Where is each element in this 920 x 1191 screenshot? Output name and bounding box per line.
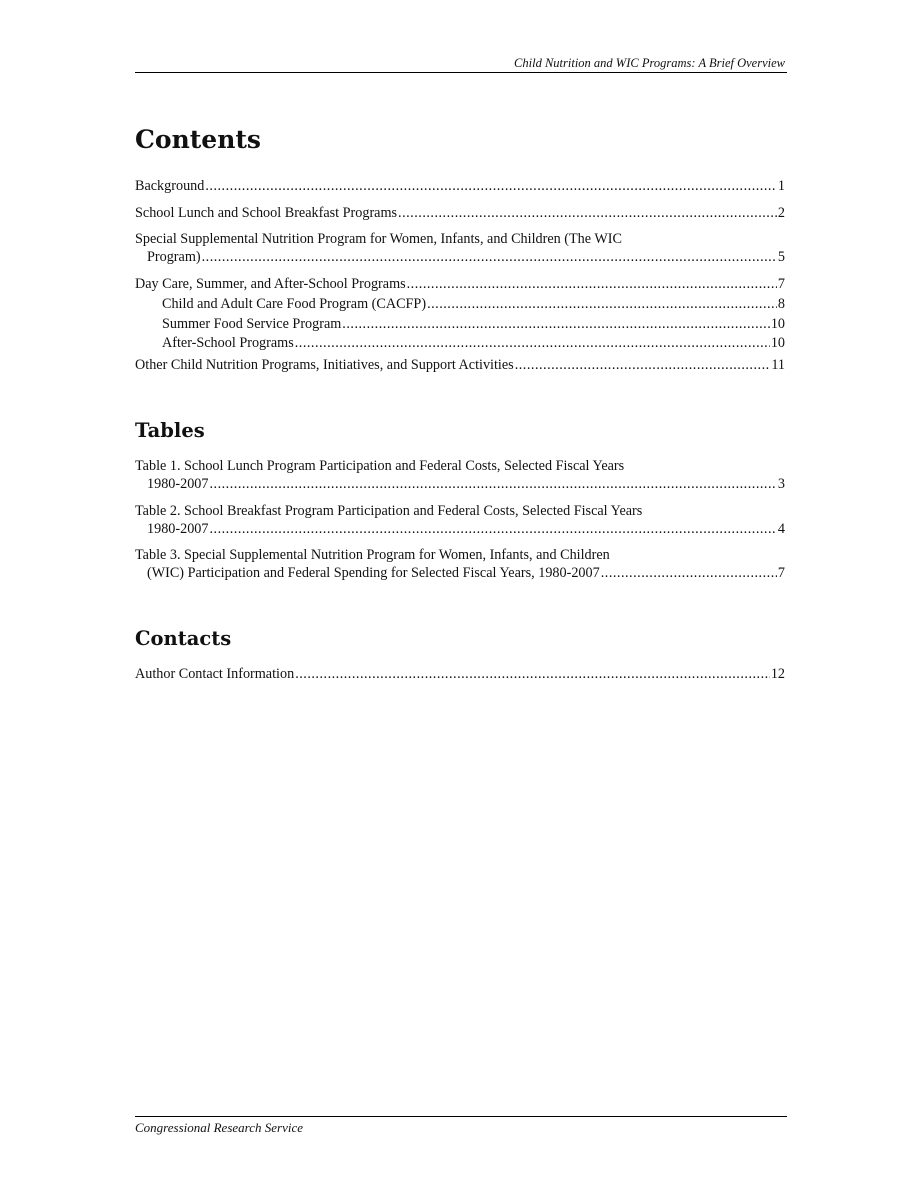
running-footer: Congressional Research Service [135, 1120, 303, 1135]
toc-page-number: 10 [770, 335, 785, 351]
toc-page-number: 4 [777, 521, 785, 537]
toc-entry-text: Special Supplemental Nutrition Program for Women, Infants, and Children (The WIC [135, 231, 622, 247]
toc-entry-text-continued: 1980-2007 [147, 521, 209, 537]
dot-leader [205, 177, 777, 195]
toc-entry-table-1[interactable] [135, 457, 785, 493]
toc-entry-text: Child and Adult Care Food Program (CACFP) [162, 296, 427, 312]
toc-entry-text: After-School Programs [162, 335, 294, 351]
toc-page-number: 1 [777, 178, 785, 194]
dot-leader [515, 356, 771, 374]
toc-page-number: 2 [777, 205, 785, 221]
dot-leader [295, 665, 770, 683]
toc-entry-school-lunch-breakfast[interactable] [135, 204, 785, 222]
dot-leader [342, 315, 770, 333]
dot-leader [398, 204, 777, 222]
footer-rule [135, 1116, 787, 1117]
dot-leader [295, 334, 770, 352]
toc-entry-text-continued: Program) [147, 249, 201, 265]
dot-leader [209, 520, 776, 538]
toc-entry-text: Table 2. School Breakfast Program Participation and Federal Costs, Selected Fiscal Years [135, 503, 643, 519]
toc-entry-text: Background [135, 178, 205, 194]
toc-entry-text: Author Contact Information [135, 666, 295, 682]
dot-leader [209, 475, 776, 493]
toc-entry-background[interactable] [135, 177, 785, 195]
toc-entry-author-contact[interactable] [135, 665, 785, 683]
toc-page-number: 7 [777, 276, 785, 292]
dot-leader [202, 248, 777, 266]
toc-entry-day-care-summer[interactable] [135, 275, 785, 293]
toc-page-number: 12 [770, 666, 785, 682]
toc-entry-text: Summer Food Service Program [162, 316, 342, 332]
toc-entry-text: Day Care, Summer, and After-School Programs [135, 276, 406, 292]
dot-leader [407, 275, 777, 293]
toc-page-number: 8 [777, 296, 785, 312]
tables-heading: Tables [135, 419, 205, 442]
toc-entry-text: School Lunch and School Breakfast Programs [135, 205, 398, 221]
toc-entry-other-programs[interactable] [135, 356, 785, 374]
toc-page-number: 7 [777, 565, 785, 581]
toc-entry-after-school[interactable] [162, 334, 785, 352]
toc-entry-text: Table 1. School Lunch Program Participation and Federal Costs, Selected Fiscal Years [135, 458, 625, 474]
toc-entry-text: Table 3. Special Supplemental Nutrition Program for Women, Infants, and Children [135, 547, 610, 563]
toc-entry-text-continued: (WIC) Participation and Federal Spending for Selected Fiscal Years, 1980-2007 [147, 565, 600, 581]
toc-entry-table-2[interactable] [135, 502, 785, 538]
toc-entry-text: Other Child Nutrition Programs, Initiatives, and Support Activities [135, 357, 514, 373]
toc-page-number: 5 [777, 249, 785, 265]
dot-leader [427, 295, 777, 313]
contents-heading: Contents [135, 125, 262, 154]
toc-page-number: 11 [771, 357, 785, 373]
contacts-heading: Contacts [135, 627, 232, 650]
header-rule [135, 72, 787, 73]
toc-entry-summer-food[interactable] [162, 315, 785, 333]
toc-page-number: 3 [777, 476, 785, 492]
running-header: Child Nutrition and WIC Programs: A Brief Overview [514, 56, 785, 70]
toc-entry-text-continued: 1980-2007 [147, 476, 209, 492]
toc-page-number: 10 [770, 316, 785, 332]
toc-entry-cacfp[interactable] [162, 295, 785, 313]
dot-leader [601, 564, 777, 582]
toc-entry-table-3[interactable] [135, 546, 785, 582]
toc-entry-wic-program[interactable] [135, 230, 785, 266]
